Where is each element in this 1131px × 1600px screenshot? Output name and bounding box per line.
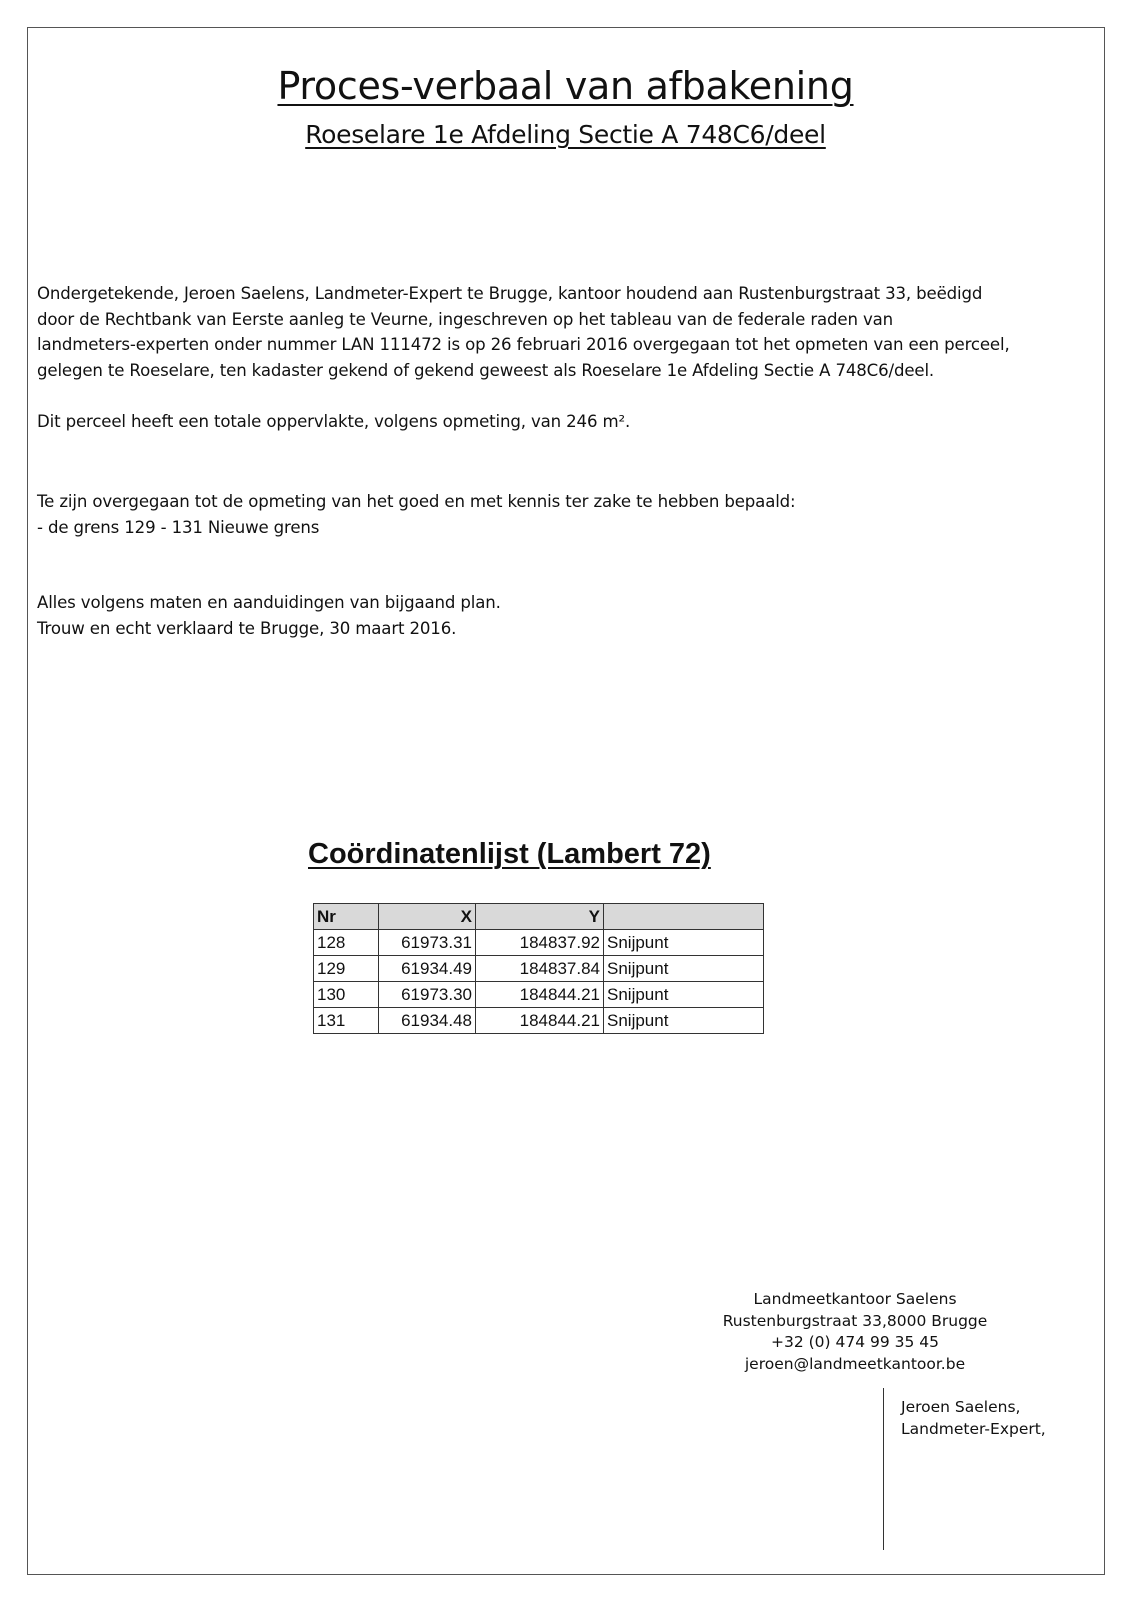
office-contact-block (700, 1289, 1010, 1375)
closing-paragraph (37, 590, 1067, 641)
header-description (604, 904, 764, 930)
table-row (314, 956, 764, 982)
cell-y: 184844.21 (476, 1008, 604, 1034)
boundary-line: - de grens 129 - 131 Nieuwe grens (37, 517, 320, 537)
measurement-paragraph (37, 489, 1067, 540)
closing-line: Trouw en echt verklaard te Brugge, 30 maart 2016. (37, 618, 457, 638)
signature-divider (883, 1388, 884, 1550)
cell-description: Snijpunt (604, 930, 764, 956)
cell-y: 184837.92 (476, 930, 604, 956)
document-title: Proces-verbaal van afbakening (277, 64, 854, 108)
intro-line: door de Rechtbank van Eerste aanleg te Veurne, ingeschreven op het tableau van de federale raden van (37, 309, 893, 329)
table-row (314, 1008, 764, 1034)
cell-description: Snijpunt (604, 982, 764, 1008)
intro-line: Ondergetekende, Jeroen Saelens, Landmeter-Expert te Brugge, kantoor houdend aan Rustenburgstraat 33, beëdigd (37, 284, 983, 303)
measurement-line: Te zijn overgegaan tot de opmeting van het goed en met kennis ter zake te hebben bepaald: (37, 492, 796, 511)
intro-paragraph (37, 281, 1067, 383)
signer-block (901, 1397, 1046, 1440)
table-header-row (314, 904, 764, 930)
table-row (314, 982, 764, 1008)
signer-role: Landmeter-Expert, (901, 1419, 1046, 1438)
cell-nr: 130 (314, 982, 379, 1008)
cell-nr: 129 (314, 956, 379, 982)
signer-name: Jeroen Saelens, (901, 1398, 1021, 1416)
office-address: Rustenburgstraat 33,8000 Brugge (722, 1311, 988, 1330)
table-row (314, 930, 764, 956)
cell-y: 184837.84 (476, 956, 604, 982)
cell-nr: 128 (314, 930, 379, 956)
cell-nr: 131 (314, 1008, 379, 1034)
cell-x: 61934.48 (379, 1008, 476, 1034)
coordinates-title: Coördinatenlijst (Lambert 72) (308, 838, 711, 870)
cell-x: 61934.49 (379, 956, 476, 982)
intro-line: gelegen te Roeselare, ten kadaster gekend of gekend geweest als Roeselare 1e Afdeling Sectie A 748C6/deel. (37, 360, 935, 380)
office-phone: +32 (0) 474 99 35 45 (770, 1333, 940, 1351)
cell-description: Snijpunt (604, 956, 764, 982)
cell-x: 61973.31 (379, 930, 476, 956)
header-x: X (379, 904, 476, 930)
coordinates-table (313, 903, 764, 1034)
header-y: Y (476, 904, 604, 930)
cell-y: 184844.21 (476, 982, 604, 1008)
office-email: jeroen@landmeetkantoor.be (744, 1354, 966, 1373)
area-paragraph (37, 409, 1067, 435)
office-name: Landmeetkantoor Saelens (753, 1290, 957, 1308)
intro-line: landmeters-experten onder nummer LAN 111472 is op 26 februari 2016 overgegaan tot het opmeten van een perceel, (37, 335, 1010, 354)
area-line: Dit perceel heeft een totale oppervlakte, volgens opmeting, van 246 m². (37, 412, 631, 431)
document-subtitle: Roeselare 1e Afdeling Sectie A 748C6/deel (305, 120, 826, 149)
header-nr: Nr (314, 904, 379, 930)
closing-line: Alles volgens maten en aanduidingen van bijgaand plan. (37, 593, 501, 612)
cell-description: Snijpunt (604, 1008, 764, 1034)
cell-x: 61973.30 (379, 982, 476, 1008)
